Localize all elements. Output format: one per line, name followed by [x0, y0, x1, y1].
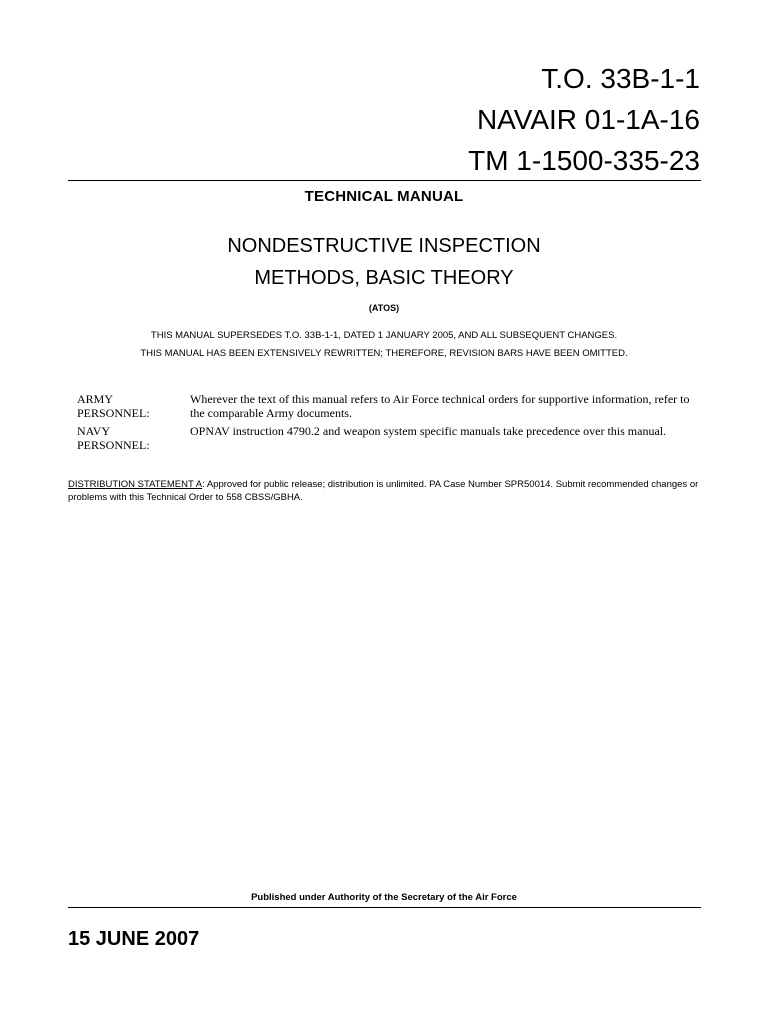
- publication-date: 15 JUNE 2007: [68, 928, 200, 950]
- document-numbers: [468, 58, 700, 181]
- top-divider: [68, 180, 701, 181]
- title-line-1: NONDESTRUCTIVE INSPECTION: [227, 235, 541, 257]
- personnel-text-navy: OPNAV instruction 4790.2 and weapon system specific manuals take precedence over this manual.: [190, 424, 667, 438]
- short-title: (ATOS): [368, 303, 400, 313]
- authority-line: Published under Authority of the Secretary of the Air Force: [251, 892, 517, 903]
- supersede-line-1: THIS MANUAL SUPERSEDES T.O. 33B-1-1, DATED 1 JANUARY 2005, AND ALL SUBSEQUENT CHANGES.: [150, 330, 618, 341]
- label-line: ARMY: [77, 392, 114, 406]
- personnel-notes: [77, 392, 697, 456]
- label-line: PERSONNEL:: [77, 406, 150, 420]
- tm-number: TM 1-1500-335-23: [468, 145, 700, 176]
- to-number: T.O. 33B-1-1: [541, 63, 700, 94]
- label-line: PERSONNEL:: [77, 438, 150, 452]
- label-line: NAVY: [77, 424, 111, 438]
- navair-number: NAVAIR 01-1A-16: [476, 104, 700, 135]
- title-line-2: METHODS, BASIC THEORY: [254, 267, 514, 289]
- personnel-note-army: [77, 392, 697, 420]
- document-title: [0, 230, 768, 294]
- personnel-label-army: [77, 392, 190, 420]
- distribution-text: : Approved for public release; distribution is unlimited. PA Case Number SPR50014. Submit recommended changes or problems with this Technical Order to 558 CBSS/GBHA.: [68, 479, 699, 503]
- distribution-heading: DISTRIBUTION STATEMENT A: [68, 479, 203, 490]
- bottom-divider: [68, 907, 701, 908]
- distribution-statement: [68, 478, 701, 504]
- personnel-label-navy: [77, 424, 190, 452]
- supersede-notice: [0, 327, 768, 363]
- manual-label: TECHNICAL MANUAL: [304, 188, 464, 205]
- personnel-note-navy: [77, 424, 697, 452]
- supersede-line-2: THIS MANUAL HAS BEEN EXTENSIVELY REWRITTEN; THEREFORE, REVISION BARS HAVE BEEN OMITTED.: [140, 348, 628, 359]
- personnel-text-army: Wherever the text of this manual refers to Air Force technical orders for supportive information, refer to the comparable Army documents.: [190, 392, 690, 420]
